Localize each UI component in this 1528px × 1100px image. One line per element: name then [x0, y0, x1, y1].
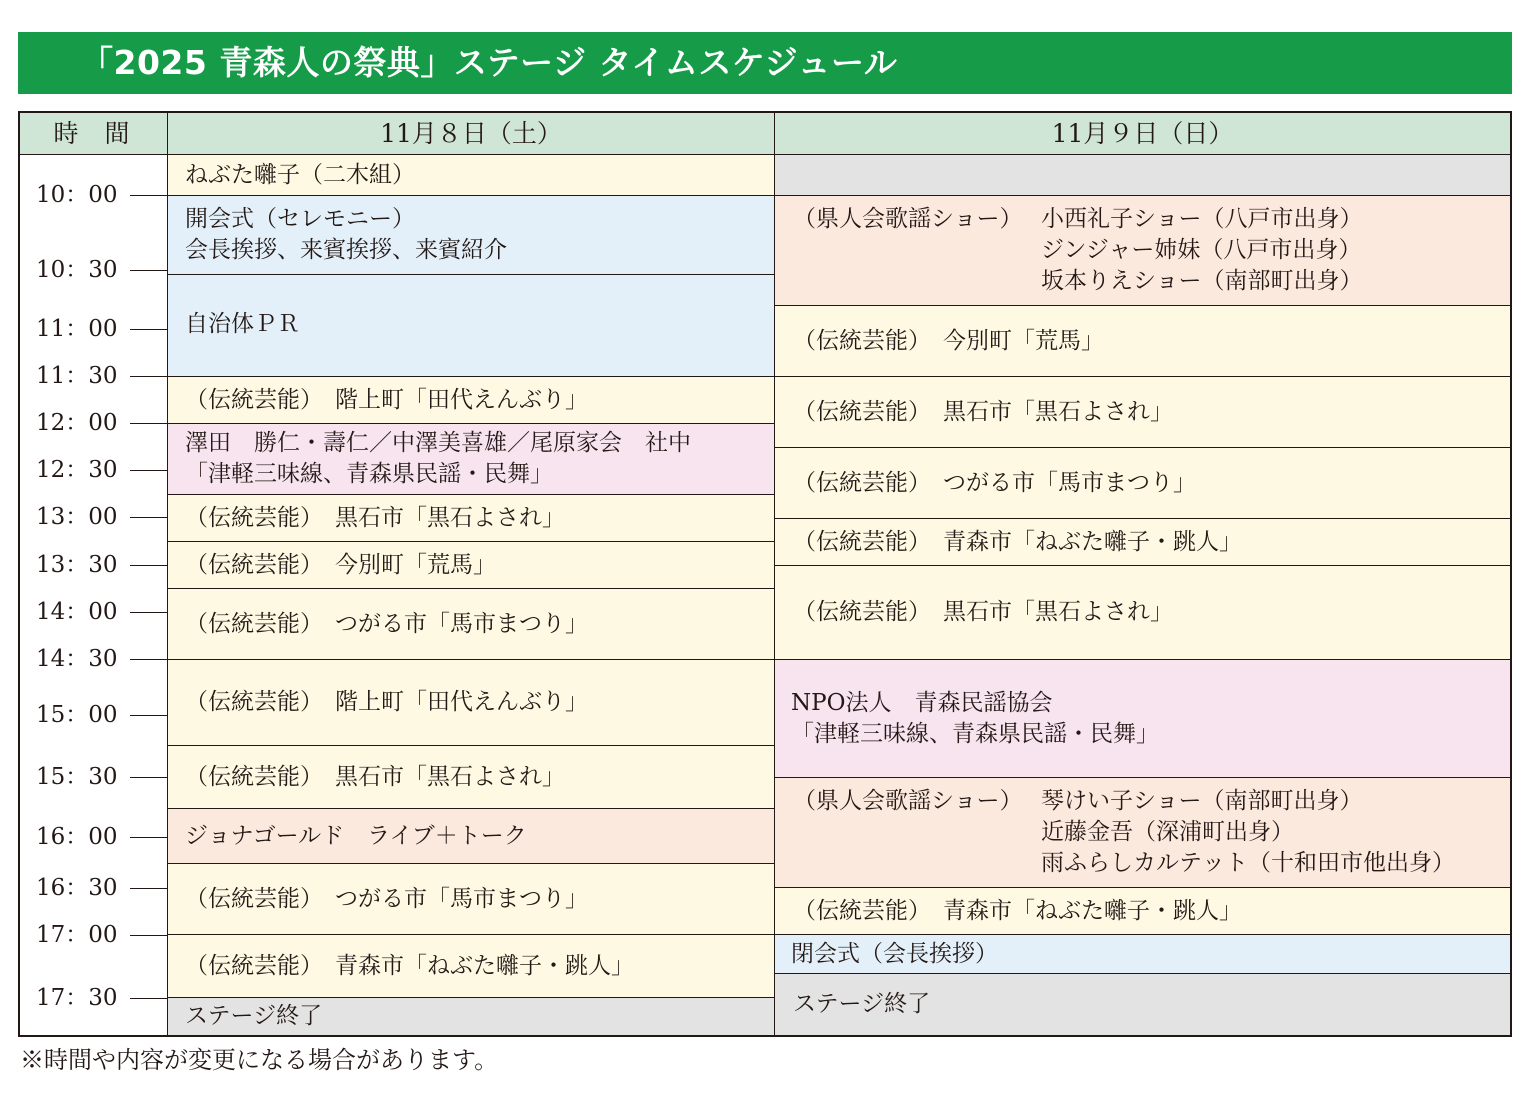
sun-event — [775, 196, 1510, 306]
event-text: つがる市「馬市まつり」 — [335, 610, 588, 637]
performer: 坂本りえショー（南部町出身） — [1041, 268, 1363, 294]
time-tick — [130, 837, 167, 838]
event-category: （伝統芸能） — [185, 610, 323, 637]
sat-event — [168, 935, 775, 998]
sat-event — [168, 542, 775, 589]
performer: 雨ふらしカルテット（十和田市他出身） — [1041, 850, 1455, 876]
event-text: ステージ終了 — [185, 1003, 323, 1029]
event-text: 「津軽三味線、青森県民謡・民舞」 — [185, 461, 553, 487]
event-line — [793, 468, 1510, 499]
event-category: （伝統芸能） — [793, 398, 931, 425]
time-label: 16：30 — [36, 875, 118, 901]
sun-event — [775, 448, 1510, 519]
performer: ジンジャー姉妹（八戸市出身） — [1041, 237, 1362, 263]
time-label: 14：00 — [36, 599, 118, 625]
event-text: 今別町「荒馬」 — [943, 327, 1104, 354]
sat-event — [168, 589, 775, 660]
time-label: 15：00 — [36, 702, 118, 728]
sat-event — [168, 424, 775, 495]
event-category: （伝統芸能） — [185, 763, 323, 790]
event-category: （県人会歌謡ショー） — [793, 206, 1023, 232]
sat-event — [168, 809, 775, 864]
event-line — [185, 951, 774, 982]
performer-list — [1041, 786, 1455, 879]
time-label: 16：00 — [36, 824, 118, 850]
time-tick — [130, 659, 167, 660]
performer: 小西礼子ショー（八戸市出身） — [1041, 206, 1363, 232]
event-text: 黒石市「黒石よされ」 — [335, 504, 565, 531]
sun-event — [775, 155, 1510, 196]
event-line — [185, 884, 774, 915]
sat-event — [168, 377, 775, 424]
event-line — [793, 597, 1510, 628]
event-text: 澤田 勝仁・壽仁／中澤美喜雄／尾原家会 社中 — [185, 430, 691, 456]
time-label: 13：30 — [36, 552, 118, 578]
event-text: 青森市「ねぶた囃子・跳人」 — [335, 952, 634, 979]
sun-event — [775, 778, 1510, 888]
event-text: ねぶた囃子（二木組） — [185, 161, 415, 188]
event-text: 会長挨拶、来賓挨拶、来賓紹介 — [185, 237, 507, 263]
event-text: 青森市「ねぶた囃子・跳人」 — [943, 528, 1242, 555]
event-text: 黒石市「黒石よされ」 — [335, 763, 565, 790]
sat-event — [168, 660, 775, 746]
time-tick — [130, 376, 167, 377]
performer: 近藤金吾（深浦町出身） — [1041, 819, 1294, 845]
event-line — [185, 503, 774, 534]
time-tick — [130, 715, 167, 716]
sat-event — [168, 196, 775, 275]
title-banner — [18, 32, 1512, 94]
time-tick — [130, 423, 167, 424]
event-text: 黒石市「黒石よされ」 — [943, 599, 1173, 625]
time-tick — [130, 470, 167, 471]
event-text: 今別町「荒馬」 — [335, 551, 496, 578]
schedule-table — [18, 111, 1512, 1037]
event-text: 閉会式（会長挨拶） — [791, 940, 998, 967]
sun-event — [775, 377, 1510, 448]
time-label: 10：30 — [36, 257, 118, 283]
time-column — [20, 155, 168, 1035]
event-category: （伝統芸能） — [793, 469, 931, 496]
time-label: 17：00 — [36, 922, 118, 948]
sat-event — [168, 998, 775, 1035]
event-line — [793, 326, 1510, 357]
event-text: 自治体ＰＲ — [185, 310, 300, 337]
event-category: （伝統芸能） — [185, 551, 323, 578]
event-category: （伝統芸能） — [185, 504, 323, 531]
time-label: 12：30 — [36, 457, 118, 483]
header-saturday: 11月８日（土） — [168, 113, 775, 155]
event-text: ジョナゴールド ライブ＋トーク — [185, 822, 527, 849]
event-text: 青森市「ねぶた囃子・跳人」 — [943, 897, 1242, 924]
time-label: 13：00 — [36, 504, 118, 530]
sat-event — [168, 155, 775, 196]
sun-event — [775, 935, 1510, 974]
event-line — [185, 550, 774, 581]
header-time: 時間 — [20, 113, 168, 155]
event-text: 「津軽三味線、青森県民謡・民舞」 — [791, 720, 1159, 747]
sat-event — [168, 864, 775, 935]
sun-event — [775, 566, 1510, 660]
sun-event — [775, 974, 1510, 1035]
sat-event — [168, 746, 775, 809]
event-text: 階上町「田代えんぶり」 — [335, 689, 588, 715]
event-text: つがる市「馬市まつり」 — [943, 469, 1196, 496]
time-tick — [130, 998, 167, 999]
sat-event — [168, 275, 775, 377]
sat-event — [168, 495, 775, 542]
event-line — [185, 385, 774, 416]
event-category: （伝統芸能） — [185, 952, 323, 979]
time-tick — [130, 195, 167, 196]
time-tick — [130, 935, 167, 936]
event-line — [793, 397, 1510, 428]
event-text: NPO法人 青森民謡協会 — [791, 689, 1053, 716]
event-line — [793, 786, 1510, 879]
time-tick — [130, 270, 167, 271]
event-category: （伝統芸能） — [185, 885, 323, 912]
event-line — [793, 204, 1510, 297]
time-label: 11：30 — [36, 363, 118, 389]
performer: 琴けい子ショー（南部町出身） — [1041, 788, 1363, 814]
sun-event — [775, 660, 1510, 778]
event-category: （伝統芸能） — [185, 689, 323, 715]
event-text: 黒石市「黒石よされ」 — [943, 398, 1173, 425]
time-label: 14：30 — [36, 646, 118, 672]
time-tick — [130, 888, 167, 889]
event-category: （伝統芸能） — [793, 528, 931, 555]
event-line — [185, 687, 774, 718]
page-title: 「2025 青森人の祭典」ステージ タイムスケジュール — [80, 43, 898, 82]
event-line — [185, 762, 774, 793]
event-category: （伝統芸能） — [185, 386, 323, 413]
event-text: ステージ終了 — [793, 991, 931, 1017]
performer-list — [1041, 204, 1363, 297]
event-line — [185, 609, 774, 640]
header-sunday: 11月９日（日） — [775, 113, 1510, 155]
event-category: （伝統芸能） — [793, 599, 931, 625]
time-tick — [130, 777, 167, 778]
event-text: 階上町「田代えんぶり」 — [335, 386, 588, 413]
event-text: 開会式（セレモニー） — [185, 206, 415, 232]
time-label: 10：00 — [36, 182, 118, 208]
sun-event — [775, 519, 1510, 566]
event-category: （伝統芸能） — [793, 327, 931, 354]
sun-event — [775, 888, 1510, 935]
event-line — [793, 527, 1510, 558]
time-label: 11：00 — [36, 316, 118, 342]
sun-event — [775, 306, 1510, 377]
time-tick — [130, 565, 167, 566]
time-tick — [130, 517, 167, 518]
time-label: 17：30 — [36, 985, 118, 1011]
time-tick — [130, 612, 167, 613]
event-category: （県人会歌謡ショー） — [793, 788, 1023, 814]
event-text: つがる市「馬市まつり」 — [335, 885, 588, 912]
event-line — [793, 896, 1510, 927]
footnote: ※時間や内容が変更になる場合があります。 — [20, 1046, 499, 1074]
time-label: 15：30 — [36, 764, 118, 790]
time-label: 12：00 — [36, 410, 118, 436]
event-category: （伝統芸能） — [793, 897, 931, 924]
time-tick — [130, 329, 167, 330]
